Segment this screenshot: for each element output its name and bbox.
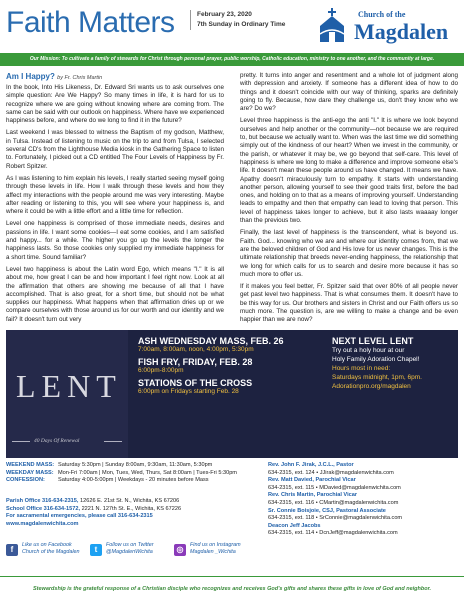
stewardship-footer: Stewardship is the grateful response of a Christian disciple who recognizes and receives God's gifts and shares these gifts in love of God and neighbor.	[0, 576, 464, 600]
article-paragraph: Level one happiness is comprised of those immediate needs, desires and passions in life. I want some cookies—I eat some cookies, and I am satisfied and happy... for a while. The higher you go up the levels the longer the happiness lasts. So those cookies only supplied my immediate happiness for a short time. Sound familiar?	[6, 220, 224, 261]
clergy-contact[interactable]: 634-2315, ext. 124 • JJirak@magdalenwichita.com	[268, 469, 394, 476]
liturgical-occasion: 7th Sunday in Ordinary Time	[197, 21, 286, 28]
clergy-list	[268, 462, 458, 538]
clergy-name: Rev. John F. Jirak, J.C.L., Pastor	[268, 462, 354, 468]
weekend-mass-label: WEEKEND MASS:	[6, 462, 55, 468]
weekday-mass-row	[6, 470, 262, 478]
lent-events	[138, 336, 324, 399]
weekend-mass-row	[6, 462, 262, 470]
article-heading: Am I Happy?	[6, 72, 55, 81]
article-column-1	[6, 84, 224, 328]
twitter-text: Follow us on Twitter @MagdalenWichita	[106, 542, 154, 555]
ash-wednesday-heading: ASH WEDNESDAY MASS, FEB. 26	[138, 336, 284, 346]
issue-date: February 23, 2020	[197, 11, 252, 18]
next-level-line: Hours most in need:	[332, 365, 391, 372]
stations-times: 6:00pm on Fridays starting Feb. 28	[138, 388, 239, 395]
newsletter-title: Faith Matters	[6, 6, 175, 39]
article-paragraph: Level two happiness is about the Latin word Ego, which means "I." It is all about me, how great I can be and how important I feel right now. Look at all the affirmation that others are showing me because of all that I have accomplished. That is also great, for a short time, but should not be what supplies our happiness. What happens when that affirmation dries up or we compare ourselves with those around us for our worth and our identity and we fail? It doesn't turn out very	[6, 265, 224, 323]
article-paragraph: Finally, the last level of happiness is the transcendent, what is beyond us. Faith. God... knowing who we are and where our identity comes from, that we are the beloved children of God and His love for us never changes. This is the ultimate relationship that breeds never-ending happiness, the relationship that we long for which calls for us to search and desire more because it has so much more to offer us.	[240, 229, 458, 278]
weekend-mass-times: Saturday 5:30pm | Sunday 8:00am, 9:30am, 11:30am, 5:30pm	[58, 462, 213, 468]
logo-name: Magdalen	[354, 19, 449, 44]
ash-wednesday-times: 7:00am, 8:00am, noon, 4:00pm, 5:30pm	[138, 346, 254, 353]
school-office-row	[6, 506, 262, 514]
fish-fry-heading: FISH FRY, FRIDAY, FEB. 28	[138, 357, 253, 367]
next-level-line: Try out a holy hour at our	[332, 347, 405, 354]
article-paragraph: pretty. It turns into anger and resentment and a whole lot of judgment along with depression and anxiety. If someone has a different idea of how to do things and it doesn't coincide with our way of thinking, sparks are definitely going to fly. Because, how dare they challenge us, don't they know who we are? Do we?	[240, 72, 458, 113]
next-level-heading: NEXT LEVEL LENT	[332, 336, 414, 346]
article-column-2	[240, 72, 458, 329]
confession-times: Saturday 4:00-5:00pm | Weekdays - 20 minutes before Mass	[58, 477, 209, 484]
lent-subtitle: 40 Days Of Renewal	[34, 438, 80, 444]
parish-office-label: Parish Office 316-634-2315,	[6, 498, 79, 504]
mass-schedule	[6, 462, 262, 485]
issue-date-box	[190, 10, 285, 30]
article-paragraph: As I was listening to him explain his levels, I really started seeing myself going through these levels in life. How I walk through these levels and how they affect my interactions with the people around me was very interesting. Maybe after reading or listening to this, you will see where your happiness is, and where it could be with a little effort and a little time for reflection.	[6, 174, 224, 216]
mission-banner: Our Mission: To cultivate a family of stewards for Christ through personal prayer, public worship, Catholic education, ministry to one another, and the community at large.	[0, 53, 464, 66]
adoration-link[interactable]: Adorationpro.org/magdalen	[332, 383, 411, 390]
twitter-icon: t	[90, 544, 102, 556]
clergy-contact[interactable]: 634-2315, ext. 116 • CMartin@magdalenwichita.com	[268, 499, 399, 506]
clergy-contact[interactable]: 634-2315, ext. 115 • MDavied@magdalenwichita.com	[268, 484, 401, 491]
clergy-name: Rev. Matt Davied, Parochial Vicar	[268, 477, 356, 484]
social-links	[6, 542, 262, 568]
parish-info	[6, 462, 458, 572]
church-logo	[318, 6, 458, 46]
next-level-lent	[332, 336, 456, 391]
logo-prefix: Church of the	[358, 10, 406, 19]
fish-fry-times: 6:00pm-8:00pm	[138, 367, 184, 374]
next-level-line: Saturdays midnight, 1pm, 6pm.	[332, 374, 422, 381]
school-office-address: 2221 N. 127th St. E., Wichita, KS 67226	[81, 505, 182, 512]
clergy-name: Sr. Connie Boisjoie, CSJ, Pastoral Associate	[268, 507, 386, 514]
instagram-icon: ◎	[174, 544, 186, 556]
article-paragraph: Last weekend I was blessed to witness the Baptism of my godson, Matthew, in Tulsa. Instead of listening to music on the trip to and from Tulsa, I selected several CD's from the Lighthouse Media kiosk in the Gathering Space to listen to. Fortunately, I picked out a CD entitled The Four Levels of Happiness by Fr. Robert Spitzer.	[6, 129, 224, 170]
clergy-name: Deacon Jeff Jacobs	[268, 522, 321, 529]
divider	[12, 441, 30, 442]
clergy-name: Rev. Chris Martin, Parochial Vicar	[268, 492, 358, 499]
article-title	[6, 72, 102, 81]
lent-graphic	[6, 330, 128, 458]
stations-heading: STATIONS OF THE CROSS	[138, 378, 253, 388]
next-level-line: Holy Family Adoration Chapel!	[332, 356, 420, 363]
facebook-icon: f	[6, 544, 18, 556]
facebook-text: Like us on Facebook Church of the Magdalen	[22, 542, 80, 555]
article	[6, 72, 458, 322]
weekday-mass-label: WEEKDAY MASS:	[6, 469, 54, 476]
newsletter-header	[0, 0, 464, 52]
article-paragraph: In the book, Into His Likeness, Dr. Edward Sri wants us to ask ourselves one simple question: Are We Happy? So many times in life, it is hard for us to recognize where we are going without knowing where are coming from. The same can be said with our outlook on happiness. Where have we experienced happiness before, and where do we long to find it in the future?	[6, 84, 224, 125]
instagram-text: Find us on Instagram Magdalen _Wichita	[190, 542, 241, 555]
article-paragraph: If it makes you feel better, Fr. Spitzer said that over 80% of all people never get past level two happiness. That is what consumes them. It doesn't have to be this way for us. Our brothers and sisters in Christ and our Faith offers us so much more. The question is, are we willing to make a change and be even happier than we are now?	[240, 283, 458, 324]
confession-row	[6, 477, 262, 485]
school-office-label: School Office 316-634-1572,	[6, 505, 80, 512]
clergy-contact[interactable]: 634-2315, ext. 114 • DcnJeff@magdalenwichita.com	[268, 530, 398, 537]
emergency-note: For sacramental emergencies, please call 316-634-2315	[6, 513, 153, 520]
parish-office-row	[6, 498, 262, 506]
website-link[interactable]: www.magdalenwichita.com	[6, 520, 79, 527]
parish-office-address: 12626 E. 21st St. N., Wichita, KS 67206	[80, 498, 180, 504]
article-byline: by Fr. Chris Martin	[57, 75, 103, 81]
weekday-mass-times: Mon-Fri 7:00am | Mon, Tues, Wed, Thurs, Sat 8:00am | Tues-Fri 5:30pm	[58, 469, 237, 476]
confession-label: CONFESSION:	[6, 477, 45, 484]
clergy-contact[interactable]: 634-2315, ext. 118 • SrConnie@magdalenwichita.com	[268, 515, 403, 522]
church-logo-icon	[318, 8, 346, 42]
divider	[104, 441, 122, 442]
lent-banner	[6, 330, 458, 458]
article-paragraph: Level three happiness is the anti-ego the anti "I." It is where we look beyond ourselves and help another or the community—not because we are required to, but because we actually want to. When was the last time we did something simply out of the kindness of our heart? When we invest in the community, or the parish, or whatever it may be, we go beyond that self-care. This level of happiness is where we long to make a difference and improve someone else's life. It doesn't mean these people around us have changed. It means we have. Apathy doesn't miraculously turn to empathy. It starts with understanding another person, allowing yourself to see their good traits first, before the bad ones, and holding on to that as a means of improving yourself. Understanding leads to empathy and then that empathy can lead to loving that person. This level of happiness takes longer to achieve, but it also lasts waaaay longer than the previous two.	[240, 117, 458, 225]
lent-title: LENT	[16, 368, 122, 404]
office-contacts	[6, 498, 262, 528]
